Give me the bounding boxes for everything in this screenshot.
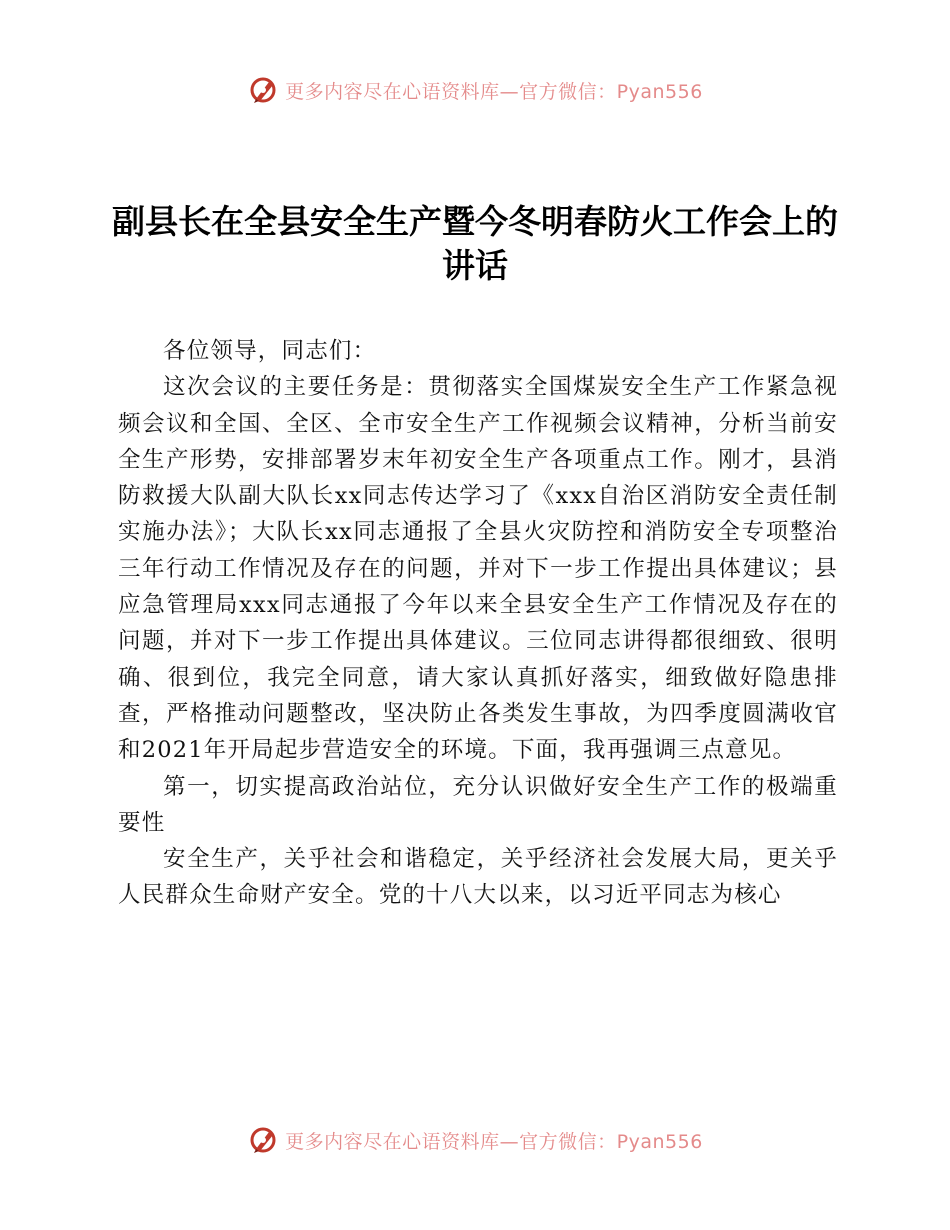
footer-banner <box>0 1120 950 1160</box>
footer-banner-text: 更多内容尽在心语资料库—官方微信：Pyan556 <box>285 1130 703 1153</box>
document-body <box>118 333 838 914</box>
header-banner <box>0 70 950 110</box>
pen-logo-icon <box>247 1124 279 1156</box>
document-title: 副县长在全县安全生产暨今冬明春防火工作会上的讲话 <box>112 202 838 285</box>
salutation-paragraph: 各位领导，同志们： <box>163 338 377 364</box>
body-paragraph: 安全生产，关乎社会和谐稳定，关乎经济社会发展大局，更关乎人民群众生命财产安全。党的十八大以来，以习近平同志为核心 <box>118 846 838 909</box>
pen-logo-icon <box>247 74 279 106</box>
intro-paragraph: 这次会议的主要任务是：贯彻落实全国煤炭安全生产工作紧急视频会议和全国、全区、全市安全生产工作视频会议精神，分析当前安全生产形势，安排部署岁末年初安全生产各项重点工作。刚才，县消防救援大队副大队长xx同志传达学习了《xxx自治区消防安全责任制实施办法》；大队长xx同志通报了全县火灾防控和消防安全专项整治三年行动工作情况及存在的问题，并对下一步工作提出具体建议；县应急管理局xxx同志通报了今年以来全县安全生产工作情况及存在的问题，并对下一步工作提出具体建议。三位同志讲得都很细致、很明确、很到位，我完全同意，请大家认真抓好落实，细致做好隐患排查，严格推动问题整改，坚决防止各类发生事故，为四季度圆满收官和2021年开局起步营造安全的环境。下面，我再强调三点意见。 <box>118 374 838 764</box>
section-heading: 第一，切实提高政治站位，充分认识做好安全生产工作的极端重要性 <box>118 773 838 836</box>
header-banner-text: 更多内容尽在心语资料库—官方微信：Pyan556 <box>285 80 703 103</box>
